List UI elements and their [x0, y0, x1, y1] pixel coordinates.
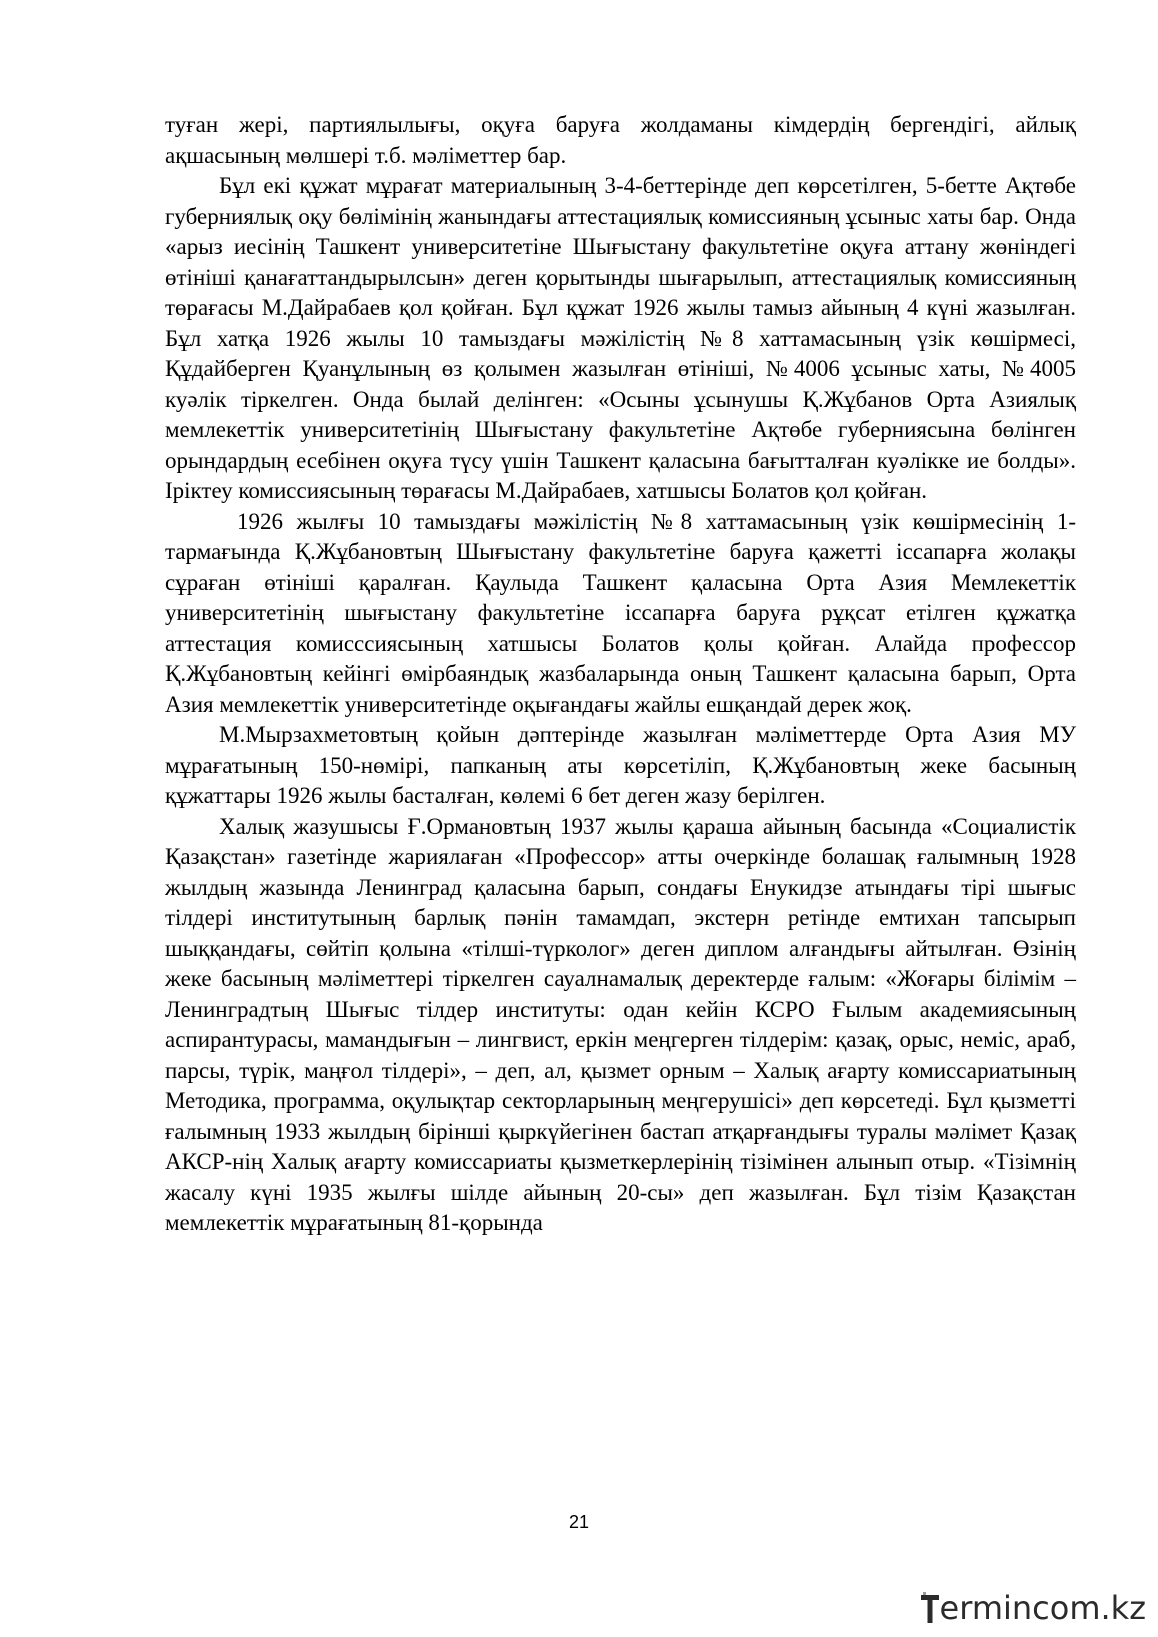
paragraph-3: 1926 жылғы 10 тамыздағы мәжілістің №8 хаттамасының үзік көшірмесінің 1-тармағында Қ.Жұбановтың Шығыстану факультетіне баруға қажетті іссапарға жолақы сұраған өтініші қаралған. Қаулыда Ташкент қаласына Орта Азия Мемлекеттік университетінің шығыстану факультетіне іссапарға баруға рұқсат етілген құжатқа аттестация комисссиясының хатшысы Болатов қолы қойған. Алайда профессор Қ.Жұбановтың кейінгі өмірбаяндық жазбаларында оның Ташкент қаласына барып, Орта Азия мемлекеттік университетінде оқығандағы жайлы ешқандай дерек жоқ.	[165, 508, 1076, 717]
paragraph-5: Халық жазушысы Ғ.Ормановтың 1937 жылы қараша айының басында «Социалистік Қазақстан» газетінде жариялаған «Профессор» атты очеркінде болашақ ғалымның 1928 жылдың жазында Ленинград қаласына барып, сондағы Енукидзе атындағы тірі шығыс тілдері институтының барлық пәнін тамамдап, экстерн ретінде емтихан тапсырып шыққандағы, сөйтіп қолына «тілші-түрколог» деген диплом алғандығы айтылған. Өзінің жеке басының мәліметтері тіркелген сауалнамалық деректерде ғалым: «Жоғары білімім – Ленинградтың Шығыс тілдер институты: одан кейін КСРО Ғылым академиясының аспирантурасы, мамандығын – лингвист, еркін меңгерген тілдерім: қазақ, орыс, неміс, араб, парсы, түрік, маңғол тілдері», – деп, ал, қызмет орным – Халық ағарту комиссариатының Методика, программа, оқулықтар секторларының меңгерушісі» деп көрсетеді. Бұл қызметті ғалымның 1933 жылдың бірінші қыркүйегінен бастап атқарғандығы туралы мәлімет Қазақ АКСР-нің Халық ағарту комиссариаты қызметкерлерінің тізімінен алынып отыр. «Тізімнің жасалу күні 1935 жылғы шілде айының 20-сы» деп жазылған. Бұл тізім Қазақстан мемлекеттік мұрағатының 81-қорында	[165, 813, 1076, 1235]
document-body	[165, 110, 1076, 1239]
paragraph-2: Бұл екі құжат мұрағат материалының 3-4-беттерінде деп көрсетілген, 5-бетте Ақтөбе губерниялық оқу бөлімінің жанындағы аттестациялық комиссияның ұсыныс хаты бар. Онда «арыз иесінің Ташкент университетіне Шығыстану факультетіне оқуға аттану жөніндегі өтініші қанағаттандырылсын» деген қорытынды шығарылып, аттестациялық комиссияның төрағасы М.Дайрабаев қол қойған. Бұл құжат 1926 жылы тамыз айының 4 күні жазылған. Бұл хатқа 1926 жылы 10 тамыздағы мәжілістің №8 хаттамасының үзік көшірмесі, Құдайберген Қуанұлының өз қолымен жазылған өтініші, №4006 ұсыныс хаты, №4005 куәлік тіркелген. Онда былай делінген: «Осыны ұсынушы Қ.Жұбанов Орта Азиялық мемлекеттік университетінің Шығыстану факультетіне Ақтөбе губерниясына бөлінген орындардың есебінен оқуға түсу үшін Ташкент қаласына бағытталған куәлікке ие болды». Іріктеу комиссиясының төрағасы М.Дайрабаев, хатшысы Болатов қол қойған.	[165, 173, 1076, 503]
termincom-t-logo-icon	[921, 1592, 939, 1626]
paragraph-4: М.Мырзахметовтың қойын дәптерінде жазылған мәліметтерде Орта Азия МУ мұрағатының 150-нөмірі, папканың аты көрсетіліп, Қ.Жұбановтың жеке басының құжаттары 1926 жылы басталған, көлемі 6 бет деген жазу берілген.	[165, 722, 1076, 808]
watermark-text: ermincom.kz	[939, 1589, 1146, 1627]
page-number: 21	[568, 1512, 590, 1532]
termincom-watermark	[921, 1588, 1146, 1628]
paragraph-1: туған жері, партиялылығы, оқуға баруға жолдаманы кімдердің бергендігі, айлық ақшасының мөлшері т.б. мәліметтер бар.	[165, 112, 1076, 168]
